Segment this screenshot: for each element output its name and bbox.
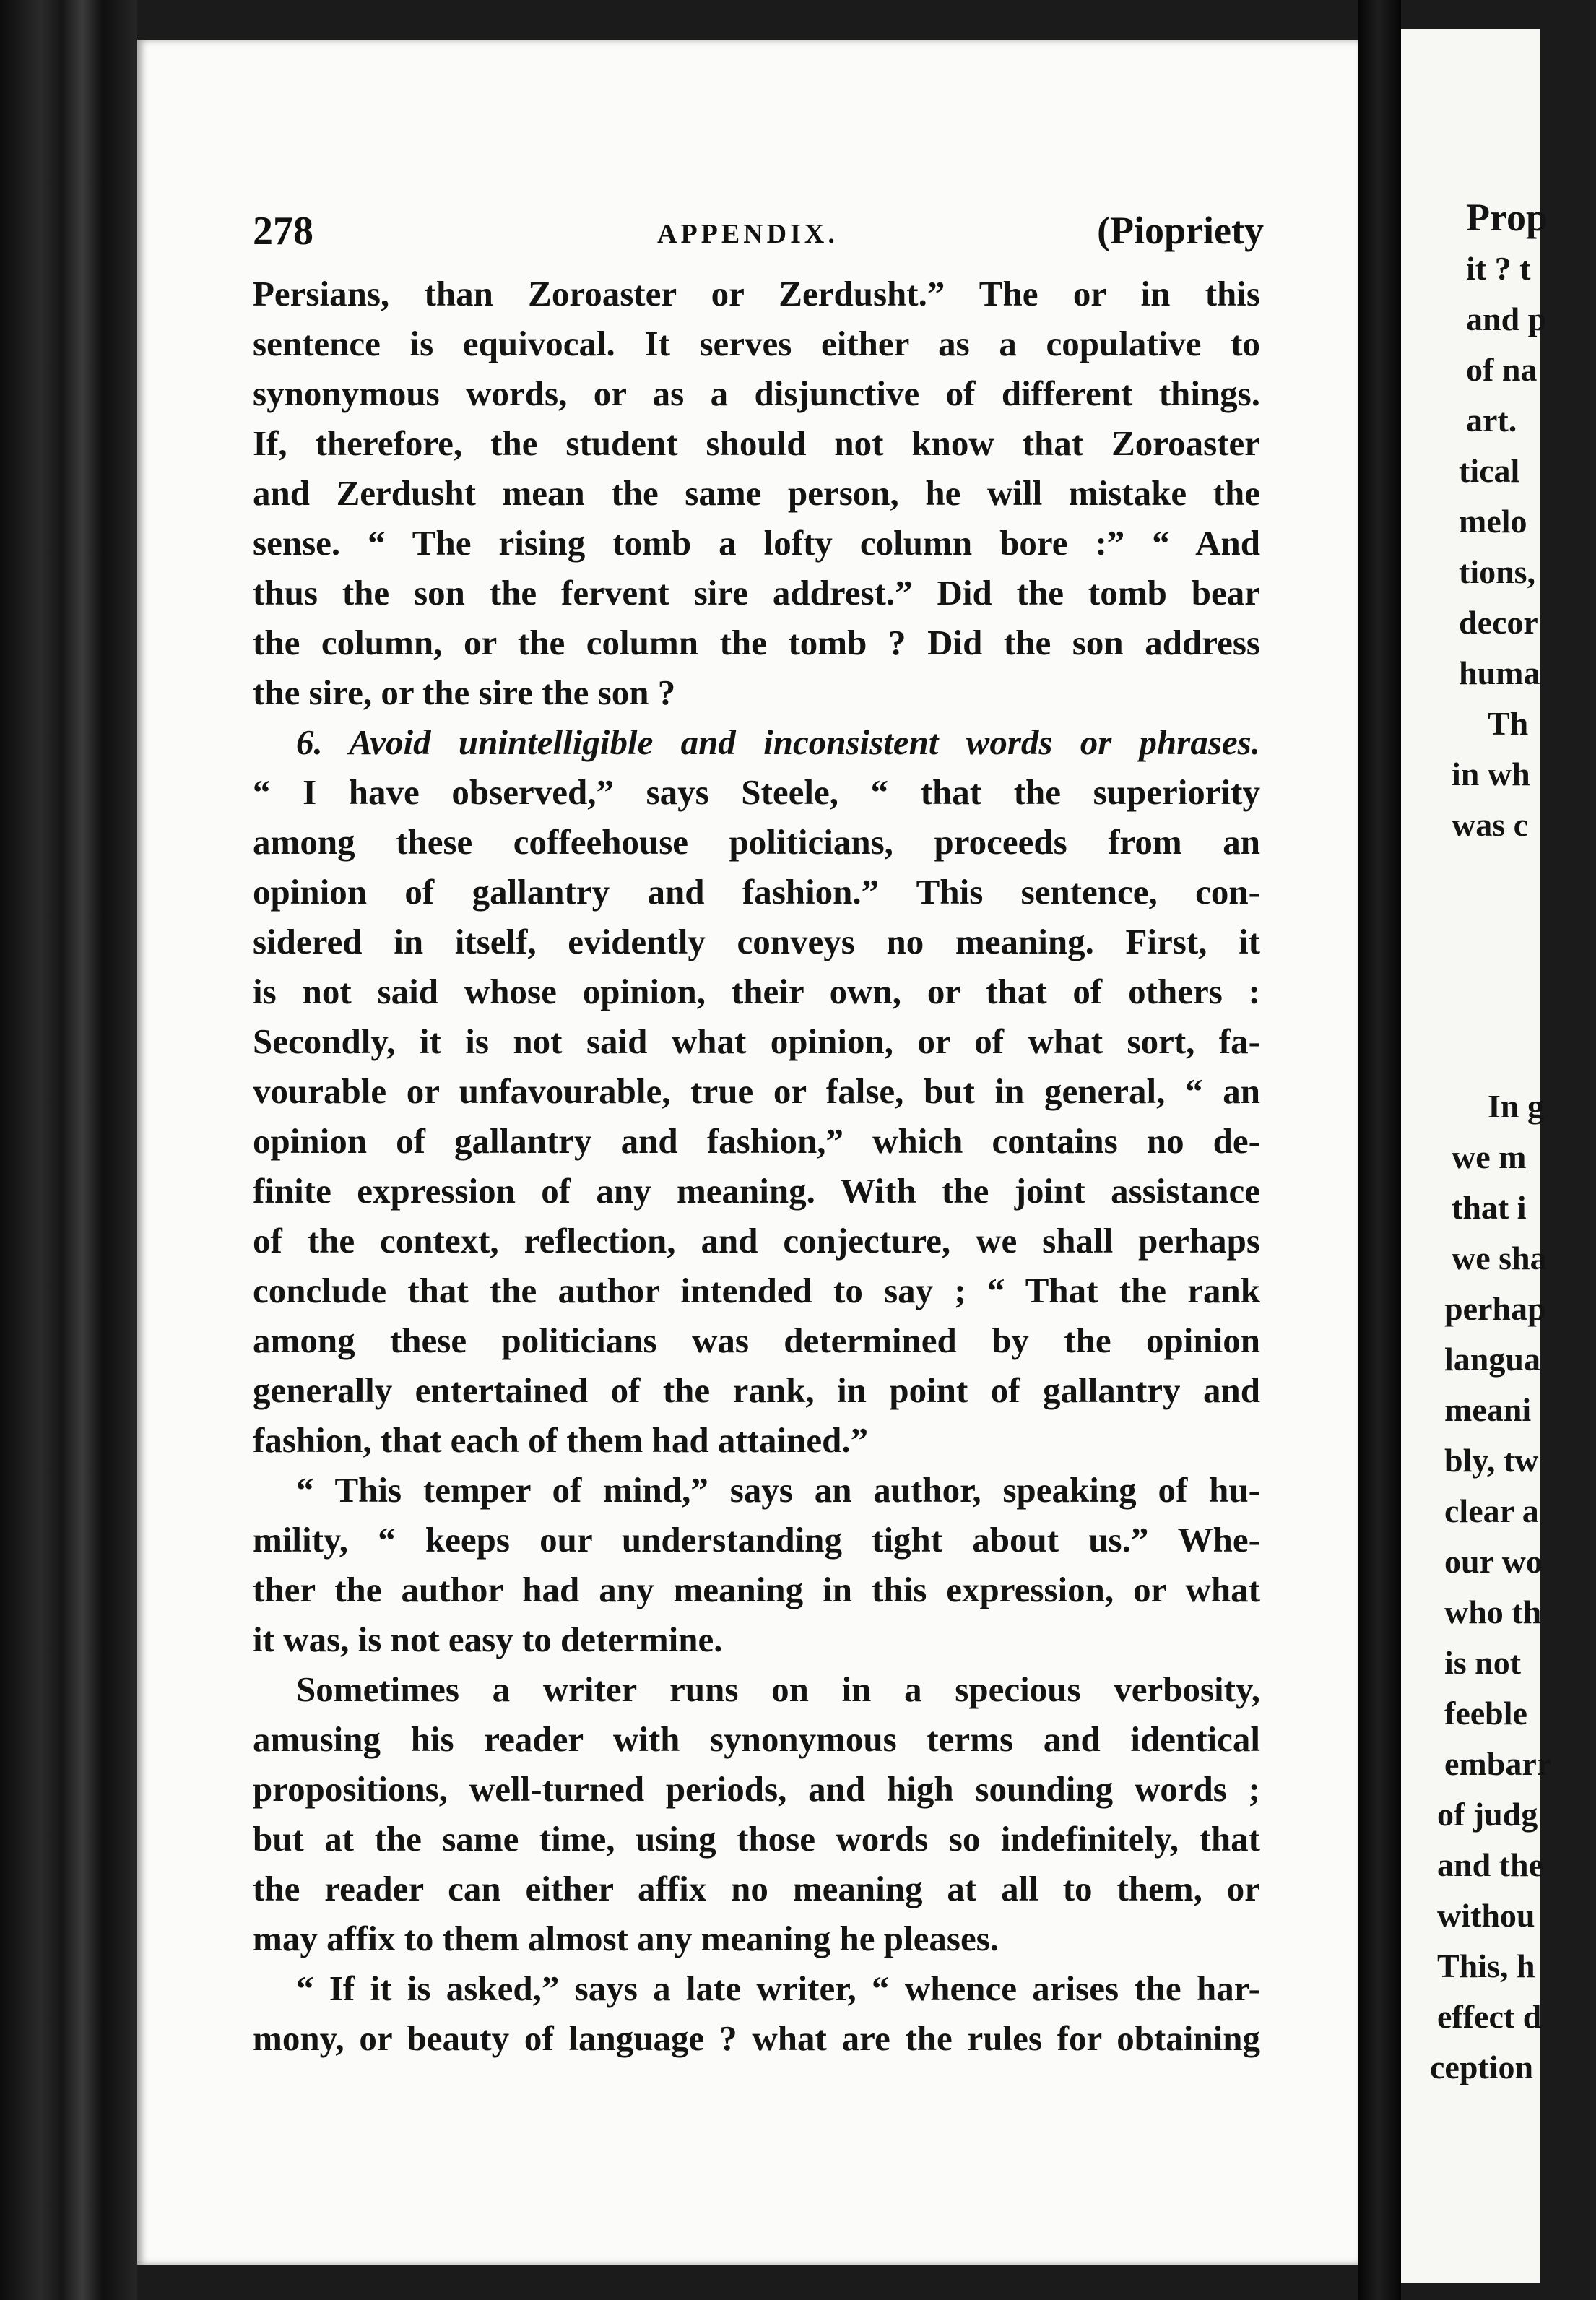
text-line: is not said whose opinion, their own, or that of others :: [253, 972, 1260, 1011]
page-body-text: [253, 269, 1260, 2063]
text-line: Persians, than Zoroaster or Zerdusht.” The or in this: [253, 274, 1260, 314]
text-line: 6. Avoid unintelligible and inconsistent words or phrases.: [296, 722, 1260, 762]
right-page-line-fragment: meani: [1444, 1391, 1532, 1428]
right-page-line-fragment: langua: [1444, 1341, 1540, 1378]
running-head: [253, 208, 1264, 259]
right-page-line-fragment: embarr: [1444, 1745, 1552, 1782]
text-line: sidered in itself, evidently conveys no meaning. First, it: [253, 922, 1260, 961]
text-line: If, therefore, the student should not know that Zoroaster: [253, 423, 1260, 463]
text-line: “ This temper of mind,” says an author, speaking of hu-: [296, 1470, 1260, 1510]
right-page-line-fragment: who th: [1444, 1594, 1542, 1630]
text-line: mility, “ keeps our understanding tight about us.” Whe-: [253, 1520, 1260, 1560]
right-page-line-fragment: in wh: [1452, 756, 1530, 792]
text-line: “ I have observed,” says Steele, “ that the superiority: [253, 772, 1260, 812]
right-page-line-fragment: was c: [1452, 806, 1529, 843]
running-head-topic: (Piopriety: [1097, 209, 1264, 252]
right-page-line-fragment: it ? t: [1466, 250, 1531, 287]
text-line: amusing his reader with synonymous terms and identical: [253, 1719, 1260, 1759]
text-line: opinion of gallantry and fashion,” which contains no de-: [253, 1121, 1260, 1161]
right-page-line-fragment: we sha: [1452, 1240, 1547, 1276]
right-page-line-fragment: clear a: [1444, 1492, 1539, 1529]
right-page-line-fragment: withou: [1437, 1897, 1535, 1934]
right-page-line-fragment: of judg: [1437, 1796, 1538, 1833]
text-line: sense. “ The rising tomb a lofty column bore :” “ And: [253, 523, 1260, 563]
text-line: opinion of gallantry and fashion.” This sentence, con-: [253, 872, 1260, 912]
book-binding-left: [0, 0, 137, 2300]
text-line: it was, is not easy to determine.: [253, 1620, 723, 1659]
right-page-line-fragment: bly, tw: [1444, 1442, 1539, 1479]
right-page-line-fragment: tions,: [1459, 553, 1536, 590]
right-page-line-fragment: and p: [1466, 301, 1547, 337]
right-page-line-fragment: and the: [1437, 1846, 1543, 1883]
right-page-line-fragment: tical: [1459, 452, 1520, 489]
right-page-line-fragment: melo: [1459, 503, 1527, 540]
text-line: Sometimes a writer runs on in a specious verbosity,: [296, 1669, 1260, 1709]
text-line: synonymous words, or as a disjunctive of different things.: [253, 373, 1260, 413]
right-page-line-fragment: This, h: [1437, 1947, 1535, 1984]
right-page-line-fragment: In g: [1488, 1088, 1544, 1125]
text-line: fashion, that each of them had attained.”: [253, 1420, 869, 1460]
text-line: but at the same time, using those words so indefinitely, that: [253, 1819, 1260, 1859]
text-line: among these coffeehouse politicians, proceeds from an: [253, 822, 1260, 862]
text-line: Secondly, it is not said what opinion, or of what sort, fa-: [253, 1021, 1260, 1061]
right-page-line-fragment: Th: [1488, 705, 1529, 742]
page-number: 278: [253, 209, 313, 254]
text-line: “ If it is asked,” says a late writer, “ whence arises the har-: [296, 1968, 1260, 2008]
right-page-line-fragment: we m: [1452, 1138, 1527, 1175]
right-page-line-fragment: is not: [1444, 1644, 1522, 1681]
right-page-line-fragment: perhap: [1444, 1290, 1546, 1327]
text-line: and Zerdusht mean the same person, he will mistake the: [253, 473, 1260, 513]
text-line: thus the son the fervent sire addrest.” Did the tomb bear: [253, 573, 1260, 613]
section-title: APPENDIX.: [657, 219, 838, 249]
text-line: mony, or beauty of language ? what are the rules for obtaining: [253, 2018, 1260, 2058]
right-page-line-fragment: feeble: [1444, 1695, 1527, 1732]
book-gutter: [1358, 0, 1401, 2300]
text-line: may affix to them almost any meaning he pleases.: [253, 1919, 999, 1958]
right-page-line-fragment: effect d: [1437, 1998, 1542, 2035]
text-line: generally entertained of the rank, in point of gallantry and: [253, 1370, 1260, 1410]
text-line: conclude that the author intended to say ; “ That the rank: [253, 1271, 1260, 1310]
right-page-line-fragment: of na: [1466, 351, 1538, 388]
text-line: finite expression of any meaning. With the joint assistance: [253, 1171, 1260, 1211]
right-page-line-fragment: ception: [1430, 2049, 1534, 2085]
right-page-line-fragment: art.: [1466, 402, 1517, 438]
text-line: ther the author had any meaning in this expression, or what: [253, 1570, 1260, 1609]
text-line: the reader can either affix no meaning at all to them, or: [253, 1869, 1260, 1908]
text-line: among these politicians was determined by the opinion: [253, 1320, 1260, 1360]
right-page-line-fragment: that i: [1452, 1189, 1527, 1226]
right-page-line-fragment: decor: [1459, 604, 1538, 641]
text-line: propositions, well-turned periods, and high sounding words ;: [253, 1769, 1260, 1809]
right-page-line-fragment: our wo: [1444, 1543, 1543, 1580]
right-page-line-fragment: huma: [1459, 654, 1540, 691]
text-line: the column, or the column the tomb ? Did the son address: [253, 623, 1260, 662]
text-line: of the context, reflection, and conjecture, we shall perhaps: [253, 1221, 1260, 1261]
text-line: sentence is equivocal. It serves either as a copulative to: [253, 324, 1260, 363]
text-line: the sire, or the sire the son ?: [253, 673, 676, 712]
right-page-line-fragment: Prop: [1466, 196, 1548, 239]
text-line: vourable or unfavourable, true or false, but in general, “ an: [253, 1071, 1260, 1111]
